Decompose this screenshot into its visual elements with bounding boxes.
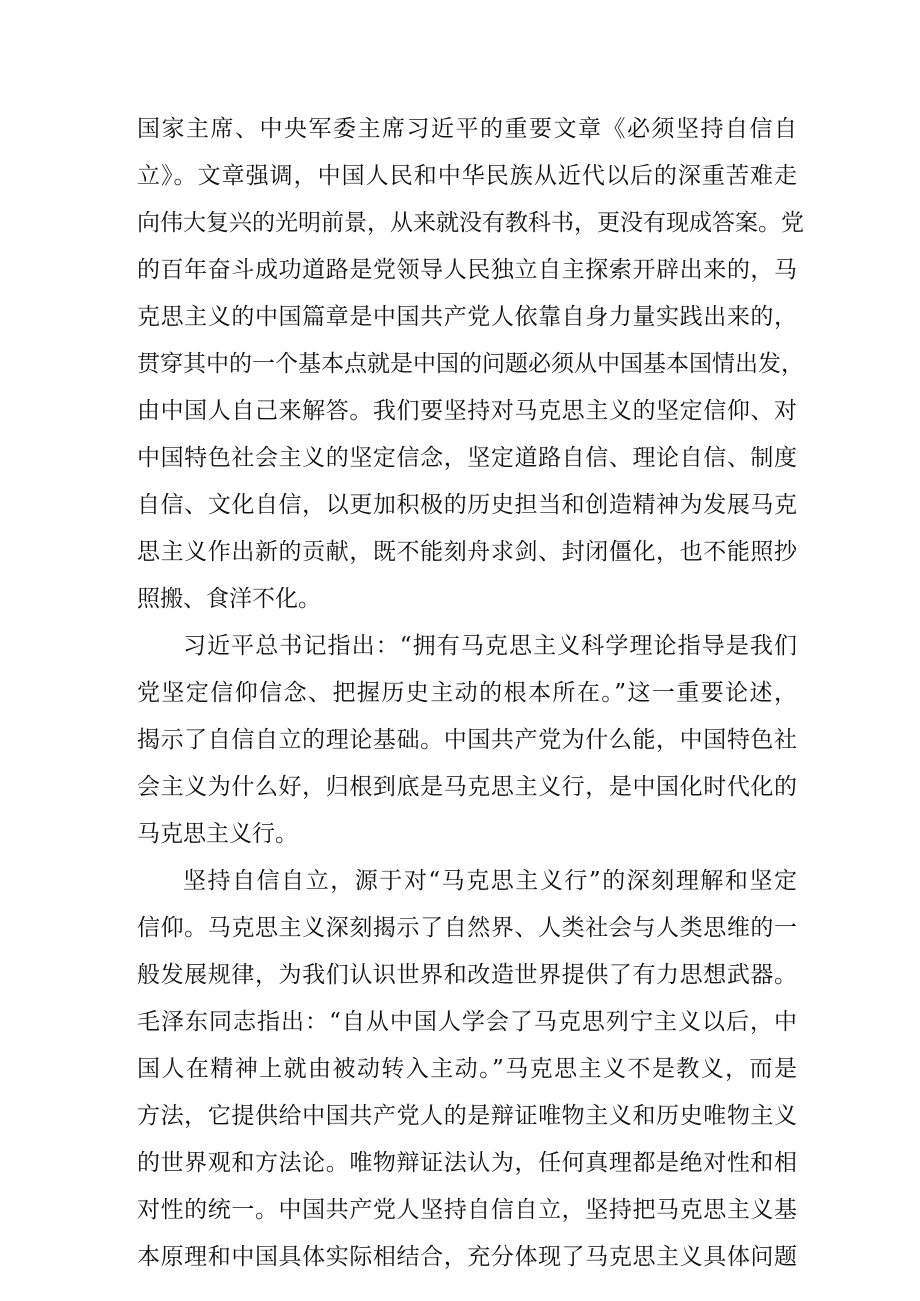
text-line: 会主义为什么好，归根到底是马克思主义行，是中国化时代化的 bbox=[137, 774, 797, 800]
text-line: 国人在精神上就由被动转入主动。”马克思主义不是教义，而是 bbox=[137, 1056, 797, 1082]
text-line: 坚持自信自立，源于对“马克思主义行”的深刻理解和坚定 bbox=[183, 868, 797, 894]
text-line: 自信、文化自信，以更加积极的历史担当和创造精神为发展马克 bbox=[137, 492, 797, 518]
text-line: 揭示了自信自立的理论基础。中国共产党为什么能，中国特色社 bbox=[137, 727, 797, 753]
text-line: 中国特色社会主义的坚定信念，坚定道路自信、理论自信、制度 bbox=[137, 445, 797, 471]
text-line: 马克思主义行。 bbox=[137, 821, 298, 847]
text-line: 信仰。马克思主义深刻揭示了自然界、人类社会与人类思维的一 bbox=[137, 915, 797, 941]
text-line: 思主义作出新的贡献，既不能刻舟求剑、封闭僵化，也不能照抄 bbox=[137, 539, 797, 565]
text-line: 本原理和中国具体实际相结合，充分体现了马克思主义具体问题 bbox=[137, 1244, 797, 1270]
text-line: 毛泽东同志指出：“自从中国人学会了马克思列宁主义以后，中 bbox=[137, 1009, 797, 1035]
text-line: 的世界观和方法论。唯物辩证法认为，任何真理都是绝对性和相 bbox=[137, 1150, 797, 1176]
paragraph-2 bbox=[137, 623, 797, 858]
document-body bbox=[137, 106, 804, 1281]
paragraph-1 bbox=[137, 106, 804, 623]
text-line: 克思主义的中国篇章是中国共产党人依靠自身力量实践出来的， bbox=[137, 304, 797, 330]
text-line: 的百年奋斗成功道路是党领导人民独立自主探索开辟出来的，马 bbox=[137, 257, 797, 283]
text-line: 向伟大复兴的光明前景，从来就没有教科书，更没有现成答案。党 bbox=[137, 210, 804, 236]
text-line: 由中国人自己来解答。我们要坚持对马克思主义的坚定信仰、对 bbox=[137, 398, 797, 424]
text-line: 党坚定信仰信念、把握历史主动的根本所在。”这一重要论述， bbox=[137, 680, 797, 706]
text-line: 般发展规律，为我们认识世界和改造世界提供了有力思想武器。 bbox=[137, 962, 797, 988]
text-line: 方法，它提供给中国共产党人的是辩证唯物主义和历史唯物主义 bbox=[137, 1103, 797, 1129]
text-line: 国家主席、中央军委主席习近平的重要文章《必须坚持自信自 bbox=[137, 116, 797, 142]
text-line: 对性的统一。中国共产党人坚持自信自立，坚持把马克思主义基 bbox=[137, 1197, 797, 1223]
text-line: 贯穿其中的一个基本点就是中国的问题必须从中国基本国情出发， bbox=[137, 351, 804, 377]
paragraph-3 bbox=[137, 858, 797, 1281]
text-line: 照搬、食洋不化。 bbox=[137, 586, 321, 612]
text-line: 习近平总书记指出：“拥有马克思主义科学理论指导是我们 bbox=[183, 633, 797, 659]
text-line: 立》。文章强调，中国人民和中华民族从近代以后的深重苦难走 bbox=[137, 163, 797, 189]
